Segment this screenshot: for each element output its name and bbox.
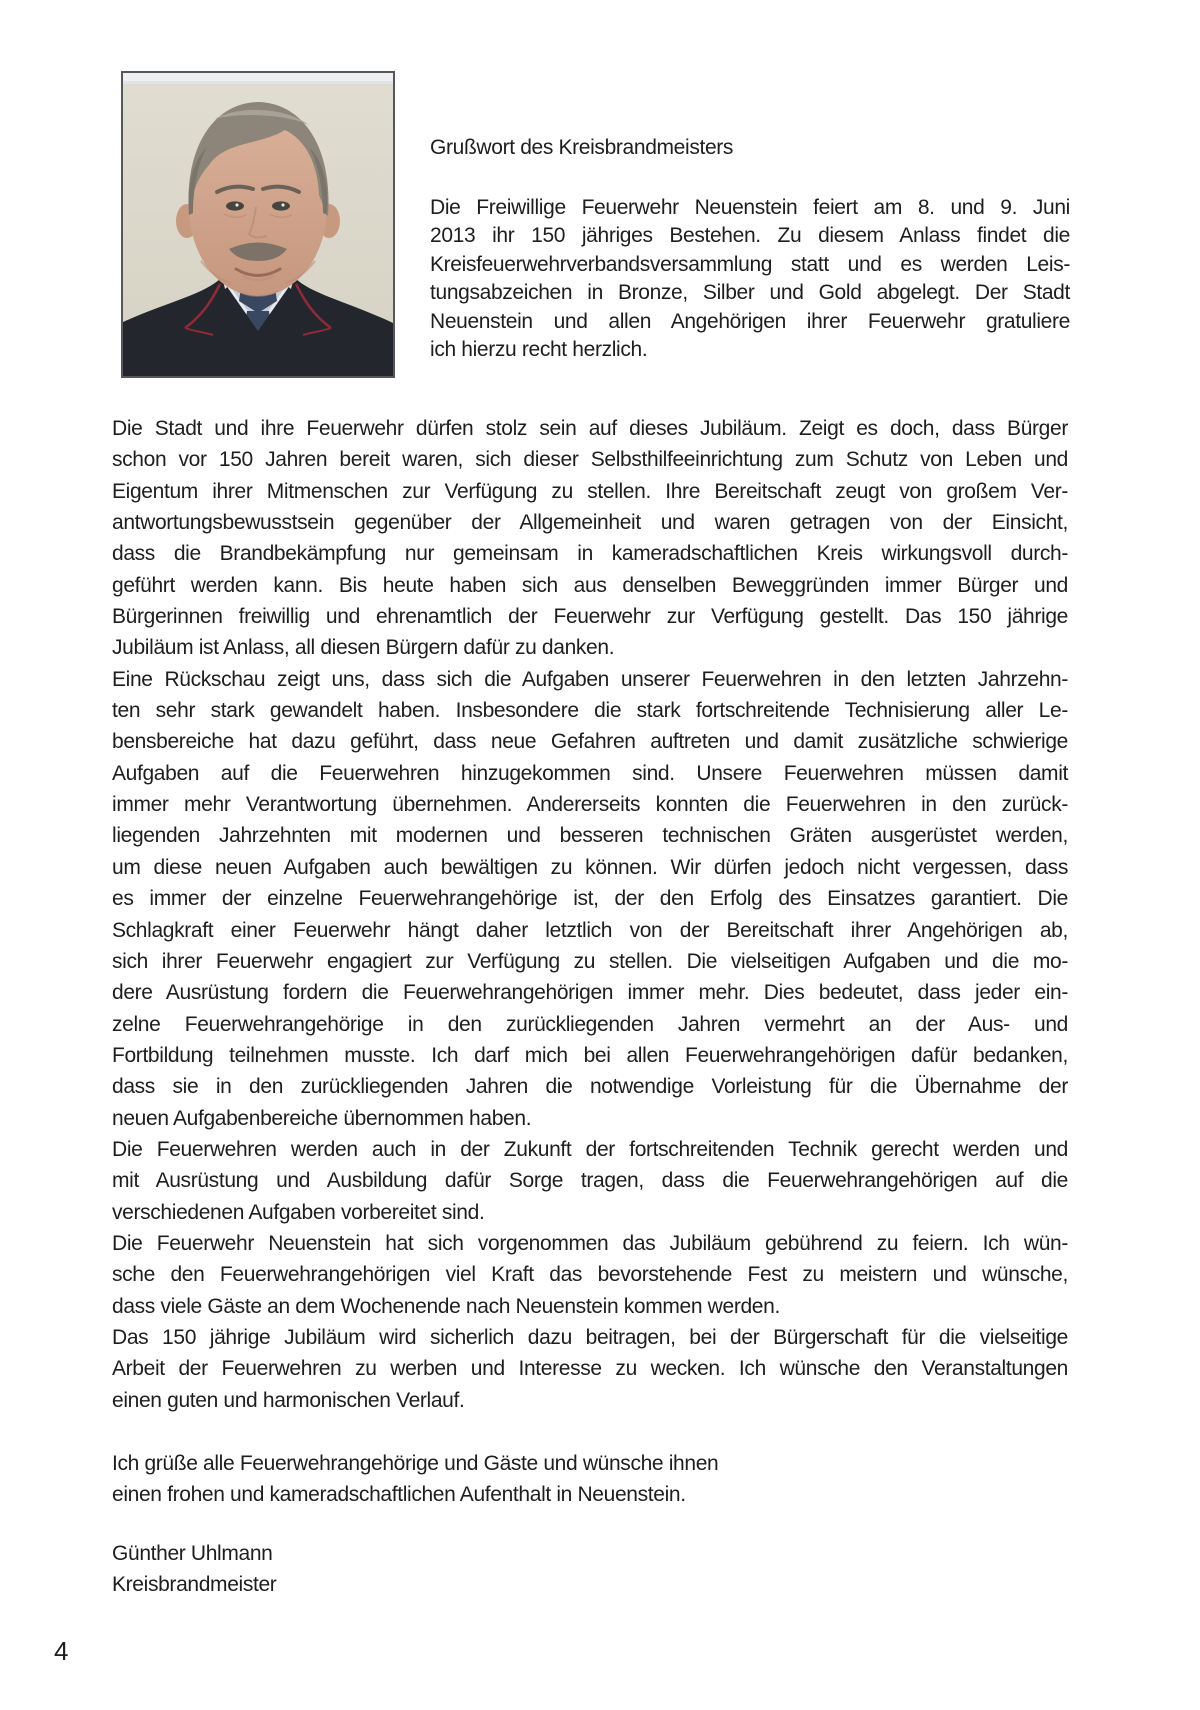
text-line: Die Freiwillige Feuerwehr Neuenstein feiert am 8. und 9. Juni — [430, 196, 1070, 219]
text-line: um diese neuen Aufgaben auch bewältigen zu können. Wir dürfen jedoch nicht vergessen, dass — [112, 855, 1068, 879]
text-line: Eine Rückschau zeigt uns, dass sich die Aufgaben unserer Feuerwehren in den letzten Jahrzehn- — [112, 667, 1068, 691]
text-line: tungsabzeichen in Bronze, Silber und Gold abgelegt. Der Stadt — [430, 281, 1070, 305]
text-line: Aufgaben auf die Feuerwehren hinzugekommen sind. Unsere Feuerwehren müssen damit — [112, 761, 1068, 785]
text-line: Bürgerinnen freiwillig und ehrenamtlich der Feuerwehr zur Verfügung gestellt. Das 150 jährige — [112, 605, 1068, 629]
photo-top-strip — [123, 73, 393, 82]
text-line: Die Stadt und ihre Feuerwehr dürfen stolz sein auf dieses Jubiläum. Zeigt es doch, dass Bürger — [112, 417, 1068, 440]
page-number: 4 — [54, 1636, 69, 1666]
text-line: dass sie in den zurückliegenden Jahren die notwendige Vorleistung für die Übernahme der — [112, 1075, 1068, 1099]
text-line: bensbereiche hat dazu geführt, dass neue Gefahren auftreten und damit zusätzliche schwierige — [112, 730, 1068, 754]
text-line: Das 150 jährige Jubiläum wird sicherlich dazu beitragen, bei der Bürgerschaft für die vielseitige — [112, 1325, 1068, 1349]
text-line: dass die Brandbekämpfung nur gemeinsam in kameradschaftlichen Kreis wirkungsvoll durch- — [112, 542, 1068, 566]
portrait-illustration — [123, 73, 393, 376]
text-line: 2013 ihr 150 jähriges Bestehen. Zu diesem Anlass findet die — [430, 224, 1070, 248]
text-line: liegenden Jahrzehnten mit modernen und besseren technischen Gräten ausgerüstet werden, — [112, 824, 1068, 848]
text-line: antwortungsbewusstsein gegenüber der Allgemeinheit und waren getragen von der Einsicht, — [112, 511, 1068, 535]
closing-paragraph — [112, 1448, 1068, 1511]
text-line: Ich grüße alle Feuerwehrangehörige und Gäste und wünsche ihnen — [112, 1452, 719, 1475]
text-line: schon vor 150 Jahren bereit waren, sich dieser Selbsthilfeeinrichtung zum Schutz von Leben und — [112, 448, 1068, 472]
text-line: sich ihrer Feuerwehr engagiert zur Verfügung zu stellen. Die vielseitigen Aufgaben und die mo- — [112, 949, 1068, 973]
text-line: geführt werden kann. Bis heute haben sich aus denselben Beweggründen immer Bürger und — [112, 573, 1068, 597]
text-line: immer mehr Verantwortung übernehmen. Andererseits konnten die Feuerwehren in den zurück- — [112, 793, 1068, 817]
text-line: neuen Aufgabenbereiche übernommen haben. — [112, 1106, 532, 1130]
text-line: zelne Feuerwehrangehörige in den zurückliegenden Jahren vermehrt an der Aus- und — [112, 1012, 1068, 1036]
text-line: Kreisfeuerwehrverbandsversammlung statt und es werden Leis- — [430, 252, 1070, 276]
eye — [226, 201, 244, 210]
eye — [272, 201, 290, 210]
text-line: dere Ausrüstung fordern die Feuerwehrangehörigen immer mehr. Dies bedeutet, dass jeder ein- — [112, 981, 1068, 1005]
text-line: Die Feuerwehr Neuenstein hat sich vorgenommen das Jubiläum gebührend zu feiern. Ich wün- — [112, 1231, 1068, 1255]
text-line: Schlagkraft einer Feuerwehr hängt daher letztlich von der Bereitschaft ihrer Angehörigen ab, — [112, 918, 1068, 942]
text-line: dass viele Gäste an dem Wochenende nach Neuenstein kommen werden. — [112, 1294, 780, 1318]
text-line: Neuenstein und allen Angehörigen ihrer Feuerwehr gratuliere — [430, 309, 1070, 333]
text-line: Die Feuerwehren werden auch in der Zukunft der fortschreitenden Technik gerecht werden und — [112, 1137, 1068, 1161]
text-line: Fortbildung teilnehmen musste. Ich darf mich bei allen Feuerwehrangehörigen dafür bedanken, — [112, 1043, 1068, 1067]
text-line: einen frohen und kameradschaftlichen Aufenthalt in Neuenstein. — [112, 1483, 686, 1507]
text-line: einen guten und harmonischen Verlauf. — [112, 1388, 465, 1412]
text-line: sche den Feuerwehrangehörigen viel Kraft das bevorstehende Fest zu meistern und wünsche, — [112, 1263, 1068, 1287]
text-line: Jubiläum ist Anlass, all diesen Bürgern dafür zu danken. — [112, 636, 615, 660]
text-line: ich hierzu recht herzlich. — [430, 338, 648, 362]
text-line: mit Ausrüstung und Ausbildung dafür Sorge tragen, dass die Feuerwehrangehörigen auf die — [112, 1169, 1068, 1193]
text-line: Arbeit der Feuerwehren zu werben und Interesse zu wecken. Ich wünsche den Veranstaltungen — [112, 1357, 1068, 1381]
intro-paragraph — [430, 194, 1070, 365]
page-title: Grußwort des Kreisbrandmeisters — [430, 136, 734, 159]
portrait-photo — [121, 71, 395, 378]
text-line: verschiedenen Aufgaben vorbereitet sind. — [112, 1200, 485, 1224]
text-line: ten sehr stark gewandelt haben. Insbesondere die stark fortschreitende Technisierung aller Le- — [112, 699, 1068, 723]
text-line: Eigentum ihrer Mitmenschen zur Verfügung zu stellen. Ihre Bereitschaft zeugt von großem Ver- — [112, 479, 1068, 503]
signature-block — [112, 1538, 712, 1601]
signature-title: Kreisbrandmeister — [112, 1573, 277, 1597]
body-text — [112, 413, 1068, 1416]
signature-name: Günther Uhlmann — [112, 1542, 273, 1565]
text-line: es immer der einzelne Feuerwehrangehörige ist, der den Erfolg des Einsatzes garantiert. Die — [112, 887, 1068, 911]
